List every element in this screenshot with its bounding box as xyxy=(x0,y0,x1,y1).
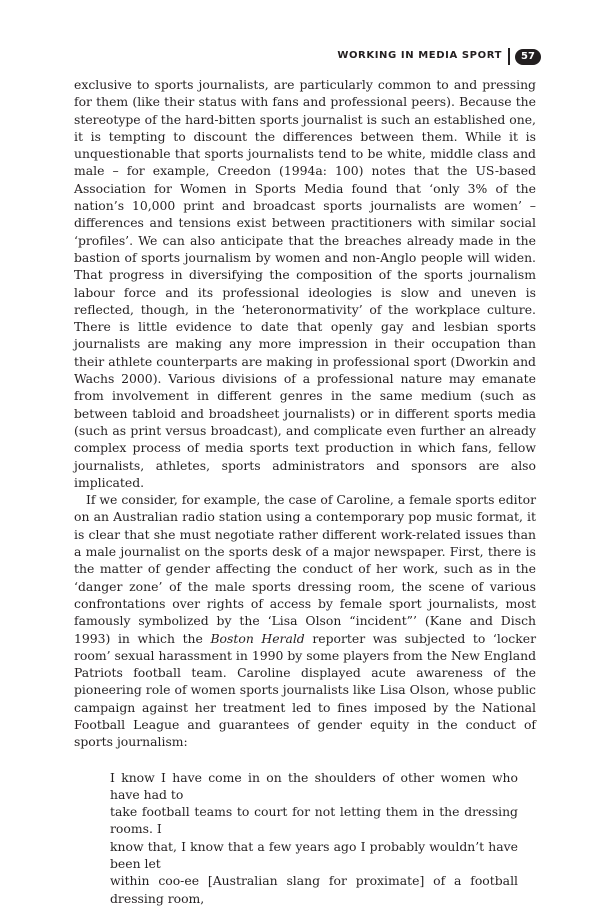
body-text xyxy=(74,76,536,907)
paragraph-2-text-a: If we consider, for example, the case of Caroline, a female sports editor on an Australian radio station using a contemporary pop music format, it is clear that she must negotiate rather different work-related issues than a male journalist on the sports desk of a major newspaper. First, there is the matter of gender affecting the conduct of her work, such as in the ‘danger zone’ of the male sports dressing room, the scene of various confrontations over rights of access by female sport journalists, most famously symbolized by the ‘Lisa Olson “incident”’ (Kane and Disch 1993) in which the xyxy=(74,492,536,646)
quote-line: take football teams to court for not letting them in the dressing rooms. I xyxy=(110,804,518,837)
header-divider xyxy=(508,48,510,65)
paragraph-2-text-b: reporter was subjected to ‘locker room’ sexual harassment in 1990 by some players from the New England Patriots football team. Caroline displayed acute awareness of the pioneering role of women sports journalists like Lisa Olson, whose public campaign against her treatment led to fines imposed by the National Football League and guarantees of gender equity in the conduct of sports journalism: xyxy=(74,630,536,750)
quote-line: within coo-ee [Australian slang for proximate] of a football dressing room, xyxy=(110,873,518,906)
running-head xyxy=(0,48,606,66)
paragraph-2 xyxy=(74,491,536,750)
running-title: WORKING IN MEDIA SPORT xyxy=(337,50,502,61)
block-quote xyxy=(74,769,536,907)
paragraph-1: exclusive to sports journalists, are particularly common to and pressing for them (like their status with fans and professional peers). Because the stereotype of the hard-bitten sports journalist is such an established one, it is tempting to discount the differences between them. While it is unquestionable that sports journalists tend to be white, middle class and male – for example, Creedon (1994a: 100) notes that the US-based Association for Women in Sports Media found that ‘only 3% of the nation’s 10,000 print and broadcast sports journalists are women’ – differences and tensions exist between practitioners with similar social ‘profiles’. We can also anticipate that the breaches already made in the bastion of sports journalism by women and non-Anglo people will widen. That progress in diversifying the composition of the sports journalism labour force and its professional ideologies is slow and uneven is reflected, though, in the ‘heteronormativity’ of the workplace culture. There is little evidence to date that openly gay and lesbian sports journalists are making any more impression in their occupation than their athlete counterparts are making in professional sport (Dworkin and Wachs 2000). Various divisions of a professional nature may emanate from involvement in different genres in the same medium (such as between tabloid and broadsheet journalists) or in different sports media (such as print versus broadcast), and complicate even further an already complex process of media sports text production in which fans, fellow journalists, athletes, sports administrators and sponsors are also implicated. xyxy=(74,77,536,490)
newspaper-title: Boston Herald xyxy=(210,630,305,646)
quote-line: I know I have come in on the shoulders of other women who have had to xyxy=(110,769,518,802)
page-number: 57 xyxy=(515,49,541,65)
quote-line: know that, I know that a few years ago I probably wouldn’t have been let xyxy=(110,838,518,872)
